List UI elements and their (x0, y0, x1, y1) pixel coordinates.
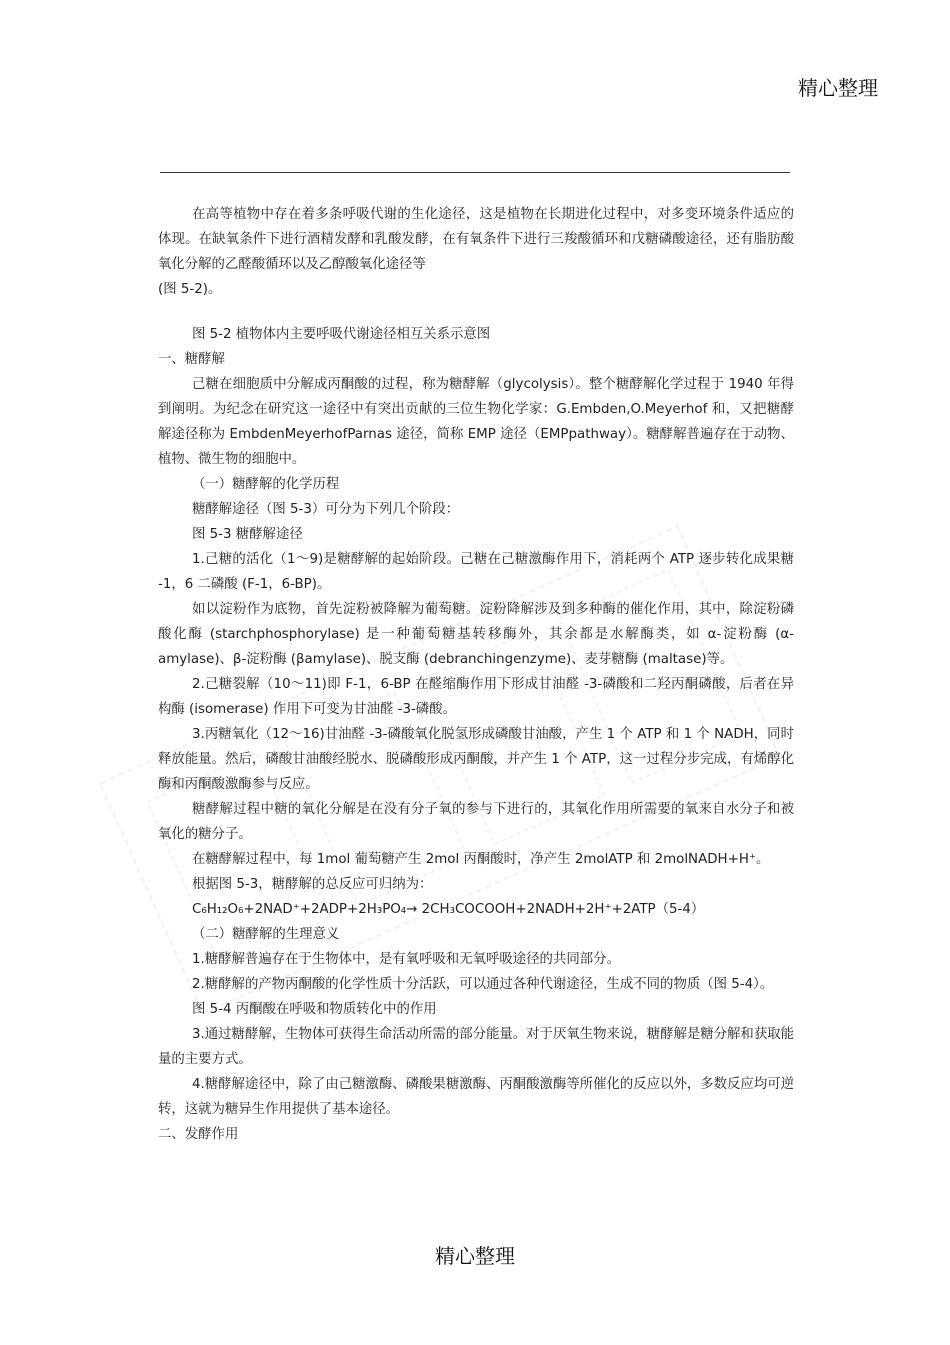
section-heading-glycolysis: 一、糖酵解 (158, 352, 225, 367)
header-divider (160, 172, 790, 173)
list-item-2: 2.糖酵解的产物丙酮酸的化学性质十分活跃，可以通过各种代谢途径，生成不同的物质（图 5-4）。 (192, 977, 774, 992)
list-item-3: 3.通过糖酵解，生物体可获得生命活动所需的部分能量。对于厌氧生物来说，糖酵解是糖分解和获取能量的主要方式。 (158, 1027, 794, 1067)
paragraph-cleavage: 2.己糖裂解（10～11)即 F-1，6-BP 在醛缩酶作用下形成甘油醛 -3-磷酸和二羟丙酮磷酸，后者在异构酶 (isomerase) 作用下可变为甘油醛 -3-磷酸。 (158, 677, 794, 717)
subheading-significance: （二）糖酵解的生理意义 (192, 927, 340, 942)
figure-caption-5-3: 图 5-3 糖酵解途径 (192, 527, 303, 542)
page-header: 精心整理 (798, 76, 878, 100)
equation-5-4: C₆H₁₂O₆+2NAD⁺+2ADP+2H₃PO₄→ 2CH₃COCOOH+2NADH+2H⁺+2ATP（5-4） (192, 902, 705, 917)
subheading-chemistry: （一）糖酵解的化学历程 (192, 477, 340, 492)
document-body (158, 202, 794, 1147)
paragraph-glycolysis-def: 己糖在细胞质中分解成丙酮酸的过程，称为糖酵解（glycolysis）。整个糖酵解化学过程于 1940 年得到阐明。为纪念在研究这一途径中有突出贡献的三位生物化学家：G.Embden,O.Meyerhof 和，又把糖酵解途径称为 EmbdenMeyerhofParnas 途径，简称 EMP 途径（EMPpathway）。糖酵解普遍存在于动物、植物、微生物的细胞中。 (158, 377, 794, 467)
paragraph-figure-ref: (图 5-2)。 (158, 282, 222, 297)
paragraph-oxidation: 3.丙糖氧化（12～16)甘油醛 -3-磷酸氧化脱氢形成磷酸甘油酸，产生 1 个 ATP 和 1 个 NADH，同时释放能量。然后，磷酸甘油酸经脱水、脱磷酸形成丙酮酸，并产生 1 个 ATP，这一过程分步完成，有烯醇化酶和丙酮酸激酶参与反应。 (158, 727, 794, 792)
page-footer: 精心整理 (435, 1244, 515, 1268)
list-item-4: 4.糖酵解途径中，除了由己糖激酶、磷酸果糖激酶、丙酮酸激酶等所催化的反应以外，多数反应均可逆转，这就为糖异生作用提供了基本途径。 (158, 1077, 794, 1117)
paragraph-activation: 1.己糖的活化（1～9)是糖酵解的起始阶段。己糖在己糖激酶作用下，消耗两个 ATP 逐步转化成果糖 -1，6 二磷酸 (F-1，6-BP)。 (158, 552, 794, 592)
paragraph-starch: 如以淀粉作为底物，首先淀粉被降解为葡萄糖。淀粉降解涉及到多种酶的催化作用，其中，除淀粉磷酸化酶 (starchphosphorylase) 是一种葡萄糖基转移酶外，其余都是水解酶类，如 α-淀粉酶 (α-amylase)、β-淀粉酶 (βamylase)、脱支酶 (debranchingenzyme)、麦芽糖酶 (maltase)等。 (158, 602, 794, 667)
figure-caption-5-2: 图 5-2 植物体内主要呼吸代谢途径相互关系示意图 (192, 327, 491, 342)
section-heading-fermentation: 二、发酵作用 (158, 1127, 239, 1142)
spacer (158, 302, 794, 322)
paragraph-yield: 在糖酵解过程中，每 1mol 葡萄糖产生 2mol 丙酮酸时，净产生 2molATP 和 2molNADH+H⁺。 (192, 852, 770, 867)
paragraph-stages: 糖酵解途径（图 5-3）可分为下列几个阶段： (192, 502, 460, 517)
figure-caption-5-4: 图 5-4 丙酮酸在呼吸和物质转化中的作用 (192, 1002, 437, 1017)
list-item-1: 1.糖酵解普遍存在于生物体中，是有氧呼吸和无氧呼吸途径的共同部分。 (192, 952, 620, 967)
paragraph-intro: 在高等植物中存在着多条呼吸代谢的生化途径，这是植物在长期进化过程中，对多变环境条件适应的体现。在缺氧条件下进行酒精发酵和乳酸发酵，在有氧条件下进行三羧酸循环和戊糖磷酸途径，还有脂肪酸氧化分解的乙醛酸循环以及乙醇酸氧化途径等 (158, 207, 794, 272)
paragraph-anaerobic: 糖酵解过程中糖的氧化分解是在没有分子氧的参与下进行的，其氧化作用所需要的氧来自水分子和被氧化的糖分子。 (158, 802, 794, 842)
paragraph-summary-intro: 根据图 5-3，糖酵解的总反应可归纳为： (192, 877, 433, 892)
